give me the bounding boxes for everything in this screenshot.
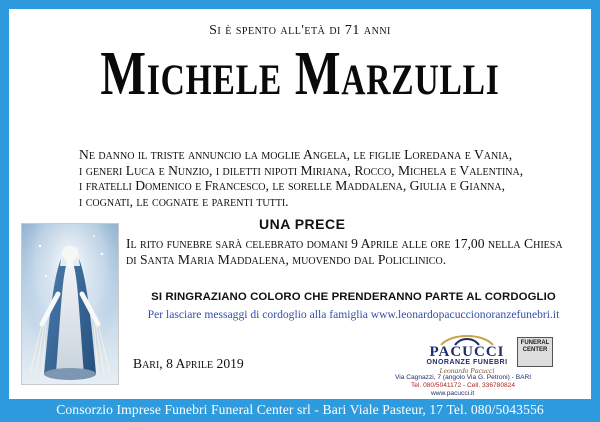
announcement-line: Ne danno il triste annuncio la moglie Angela, le figlie Loredana e Vania, bbox=[79, 147, 513, 162]
notice-date: Bari, 8 Aprile 2019 bbox=[133, 356, 244, 371]
announcement-line: i fratelli Domenico e Francesco, le sorelle Maddalena, Giulia e Gianna, bbox=[79, 178, 506, 193]
logo-subtitle: ONORANZE FUNEBRI bbox=[426, 359, 508, 366]
logo-website[interactable]: www.pacucci.it bbox=[431, 390, 475, 397]
madonna-image bbox=[21, 223, 119, 385]
announcement-line: i cognati, le cognate e parenti tutti. bbox=[79, 193, 289, 209]
thanks-line: SI RINGRAZIANO COLORO CHE PRENDERANNO PARTE AL CORDOGLIO bbox=[151, 291, 556, 303]
announcement-text bbox=[79, 147, 579, 209]
logo-address: Via Cagnazzi, 7 (angolo Via G. Petroni) - BARI bbox=[395, 374, 532, 381]
funeral-line: di Santa Maria Maddalena, muovendo dal Policlinico. bbox=[126, 252, 447, 267]
logo-signature: Leonardo Pacucci bbox=[439, 366, 495, 375]
funeral-line: Il rito funebre sarà celebrato domani 9 Aprile alle ore 17,00 nella Chiesa bbox=[126, 236, 563, 251]
madonna-icon bbox=[22, 224, 118, 384]
announcement-line: i generi Luca e Nunzio, i diletti nipoti Miriana, Rocco, Michela e Valentina, bbox=[79, 162, 524, 178]
logo-phones: Tel. 080/5041172 - Cell. 336780824 bbox=[411, 382, 515, 389]
funeral-details bbox=[126, 236, 586, 268]
condolence-message-link[interactable]: Per lasciare messaggi di cordoglio alla famiglia www.leonardopacuccionoranzefunebri.it bbox=[147, 308, 560, 321]
age-line: Si è spento all'età di 71 anni bbox=[209, 23, 391, 38]
prayer-title: UNA PRECE bbox=[259, 216, 346, 232]
footer-line: Consorzio Imprese Funebri Funeral Center srl - Bari Viale Pasteur, 17 Tel. 080/5043556 bbox=[56, 402, 544, 417]
logo-name: PACUCCI bbox=[429, 344, 505, 360]
funeral-home-logo bbox=[377, 331, 587, 397]
obituary-sheet bbox=[9, 9, 591, 399]
deceased-name: Michele Marzulli bbox=[100, 40, 500, 108]
funeral-center-badge: FUNERAL CENTER bbox=[517, 337, 553, 367]
